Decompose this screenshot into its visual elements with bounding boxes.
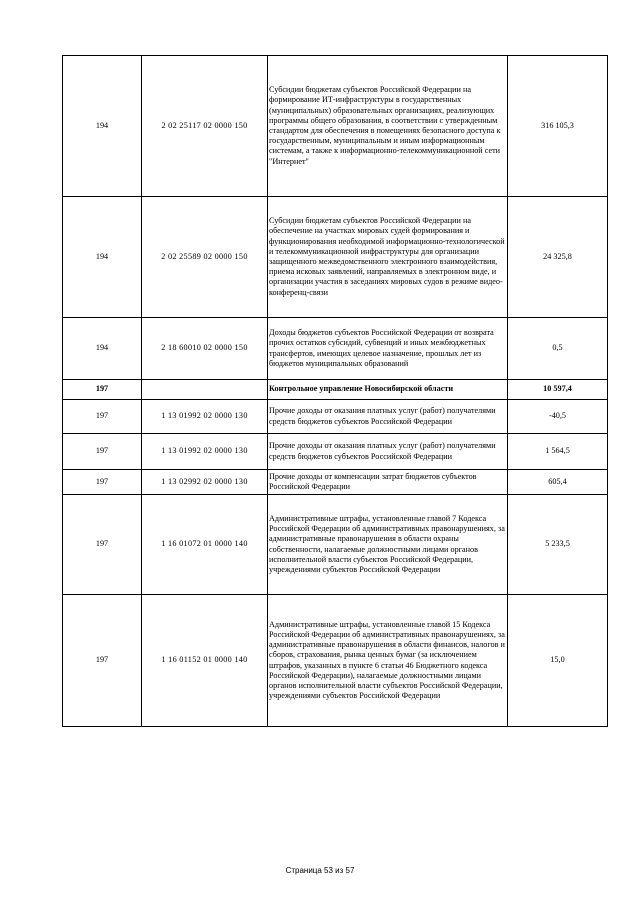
table-row — [63, 197, 608, 318]
kbk-code-cell: 2 18 60010 02 0000 150 — [142, 318, 268, 380]
amount-cell: 10 597,4 — [508, 380, 608, 400]
page-number-footer: Страница 53 из 57 — [285, 866, 355, 875]
kbk-code-cell: 1 16 01152 01 0000 140 — [142, 595, 268, 727]
budget-table — [62, 55, 608, 727]
admin-code-cell: 197 — [63, 400, 142, 434]
admin-code-cell: 197 — [63, 380, 142, 400]
income-name-cell: Субсидии бюджетам субъектов Российской Федерации на обеспечение на участках мировых судей формирования и функционирования необходимой информационно-технологической и телекоммуникационной инфраструктуры для организации защищенного межведомственного электронного взаимодействия, приема исковых заявлений, направляемых в электронном виде, и организации участия в заседаниях мировых судов в режиме видео-конференц-связи — [268, 197, 508, 318]
kbk-code-cell: 2 02 25589 02 0000 150 — [142, 197, 268, 318]
amount-cell: 5 233,5 — [508, 495, 608, 595]
income-name-cell: Прочие доходы от оказания платных услуг (работ) получателями средств бюджетов субъектов Российской Федерации — [268, 400, 508, 434]
kbk-code-cell — [142, 380, 268, 400]
department-name-cell: Контрольное управление Новосибирской области — [268, 380, 508, 400]
income-name-cell: Прочие доходы от компенсации затрат бюджетов субъектов Российской Федерации — [268, 470, 508, 495]
amount-cell: 1 564,5 — [508, 434, 608, 470]
income-name-cell: Административные штрафы, установленные главой 15 Кодекса Российской Федерации об административных правонарушениях, за административные правонарушения в области финансов, налогов и сборов, страхования, рынка ценных бумаг (за исключением штрафов, указанных в пункте 6 статьи 46 Бюджетного кодекса Российской Федерации), налагаемые должностными лицами органов исполнительной власти субъектов Российской Федерации, учреждениями субъектов Российской Федерации — [268, 595, 508, 727]
table-row — [63, 495, 608, 595]
admin-code-cell: 197 — [63, 595, 142, 727]
table-row — [63, 470, 608, 495]
table-row — [63, 595, 608, 727]
kbk-code-cell: 2 02 25117 02 0000 150 — [142, 56, 268, 197]
amount-cell: 24 325,8 — [508, 197, 608, 318]
admin-code-cell: 197 — [63, 434, 142, 470]
income-name-cell: Субсидии бюджетам субъектов Российской Федерации на формирование ИТ-инфраструктуры в государственных (муниципальных) образовательных организациях, реализующих программы общего образования, в соответствии с утвержденным стандартом для обеспечения в помещениях безопасного доступа к государственным, муниципальным и иным информационным системам, а также к информационно-телекоммуникационной сети "Интернет" — [268, 56, 508, 197]
amount-cell: -40,5 — [508, 400, 608, 434]
table-row — [63, 434, 608, 470]
admin-code-cell: 197 — [63, 470, 142, 495]
amount-cell: 316 105,3 — [508, 56, 608, 197]
kbk-code-cell: 1 16 01072 01 0000 140 — [142, 495, 268, 595]
income-name-cell: Доходы бюджетов субъектов Российской Федерации от возврата прочих остатков субсидий, субвенций и иных межбюджетных трансфертов, имеющих целевое назначение, прошлых лет из бюджетов муниципальных образований — [268, 318, 508, 380]
income-name-cell: Прочие доходы от оказания платных услуг (работ) получателями средств бюджетов субъектов Российской Федерации — [268, 434, 508, 470]
kbk-code-cell: 1 13 01992 02 0000 130 — [142, 400, 268, 434]
table-row — [63, 318, 608, 380]
table-row — [63, 400, 608, 434]
kbk-code-cell: 1 13 01992 02 0000 130 — [142, 434, 268, 470]
amount-cell: 0,5 — [508, 318, 608, 380]
amount-cell: 605,4 — [508, 470, 608, 495]
admin-code-cell: 197 — [63, 495, 142, 595]
admin-code-cell: 194 — [63, 56, 142, 197]
table-row — [63, 56, 608, 197]
income-name-cell: Административные штрафы, установленные главой 7 Кодекса Российской Федерации об административных правонарушениях, за административные правонарушения в области охраны собственности, налагаемые должностными лицами органов исполнительной власти субъектов Российской Федерации, учреждениями субъектов Российской Федерации — [268, 495, 508, 595]
admin-code-cell: 194 — [63, 318, 142, 380]
amount-cell: 15,0 — [508, 595, 608, 727]
table-row-department — [63, 380, 608, 400]
kbk-code-cell: 1 13 02992 02 0000 130 — [142, 470, 268, 495]
admin-code-cell: 194 — [63, 197, 142, 318]
